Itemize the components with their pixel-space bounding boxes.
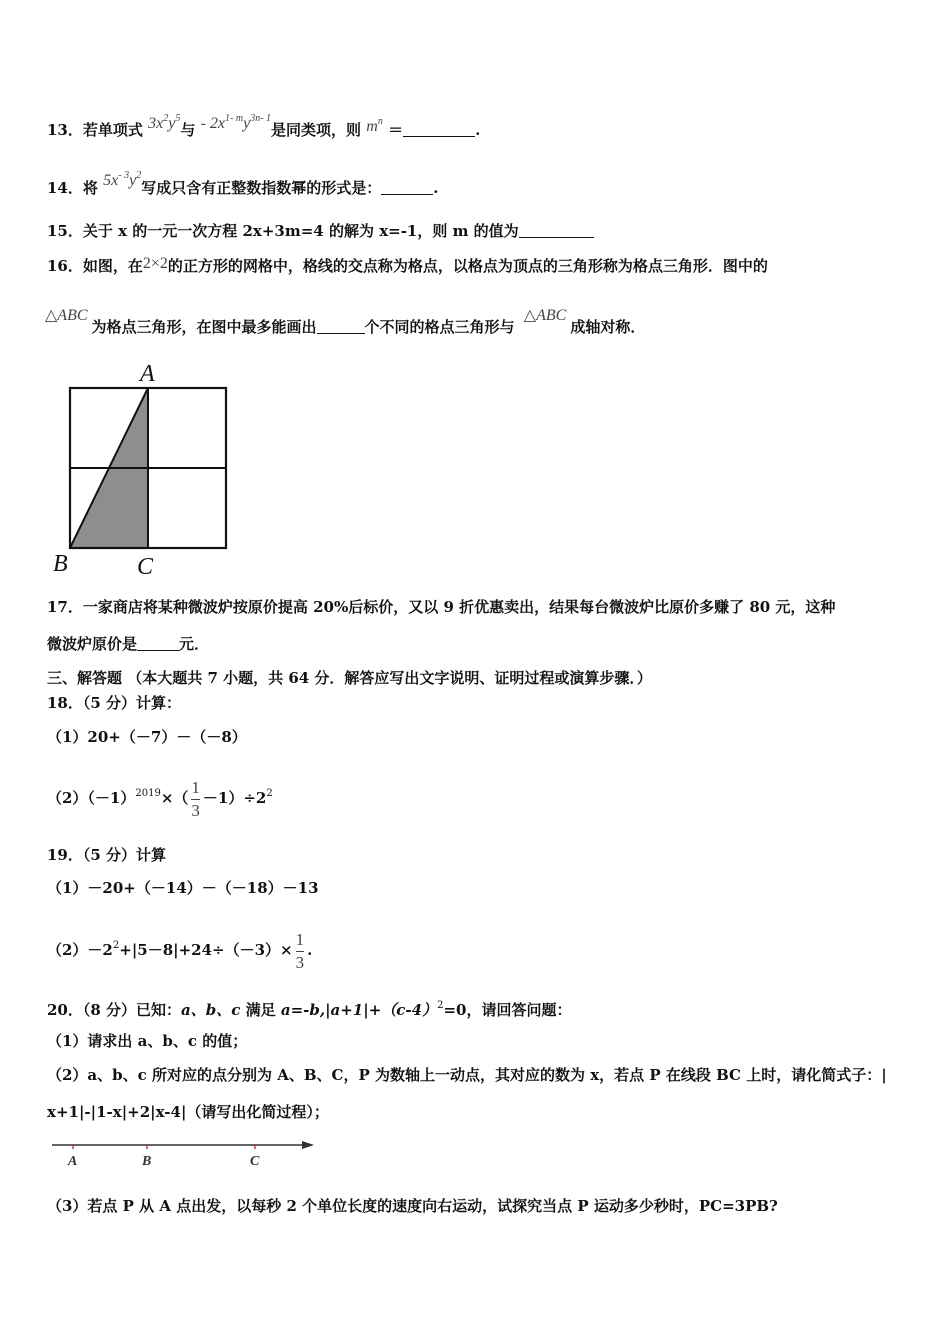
answer-blank[interactable] xyxy=(519,223,594,238)
question-17-line-2: 微波炉原价是 元． xyxy=(47,635,210,653)
answer-blank[interactable] xyxy=(317,319,365,334)
label-a: A xyxy=(140,361,155,387)
m-power-n: $m^n$ xyxy=(366,116,383,135)
axis-label-b: B xyxy=(142,1154,152,1169)
axis-label-a: A xyxy=(68,1154,78,1169)
label-b: B xyxy=(53,551,68,577)
question-17-line-1: 17．一家商店将某种微波炉按原价提高 20%后标价，又以 9 折优惠卖出，结果每台微波炉比原价多赚了 80 元，这种 xyxy=(47,598,836,616)
question-15: 15．关于 x 的一元一次方程 2x+3m=4 的解为 x=-1，则 m 的值为 xyxy=(47,221,594,241)
question-16-line-2: △ABC为格点三角形，在图中最多能画出 个不同的格点三角形与 △ABC成轴对称． xyxy=(45,307,646,336)
question-14: 14．将 $5x^{- 3}y^2$写成只含有正整数指数幂的形式是： . xyxy=(47,170,439,197)
axis-label-c: C xyxy=(250,1154,260,1169)
question-19-head: 19．（5 分）计算 xyxy=(47,846,167,864)
question-20-part-3: （3）若点 P 从 A 点出发，以每秒 2 个单位长度的速度向右运动，试探究当点 P 运动多少秒时，PC=3PB? xyxy=(47,1197,778,1215)
monomial-2: - $2x^{1- m}y^{3n- 1}$ xyxy=(200,113,272,132)
question-20-head: 20．（8 分）已知：a、b、c 满足 $a=-b,|a+1|+(c-4)^2=0$，请回答问题： xyxy=(47,1000,572,1019)
section-3-title: 三、解答题 （本大题共 7 小题，共 64 分．解答应写出文字说明、证明过程或演算步骤．） xyxy=(47,669,652,687)
fraction-one-third: $\frac{1}{3}$ xyxy=(191,777,200,820)
number-line xyxy=(50,1135,320,1171)
label-c: C xyxy=(137,554,154,580)
question-16-line-1: 16．如图，在2×2的正方形的网格中，格线的交点称为格点，以格点为顶点的三角形称为格点三角形．图中的 xyxy=(47,255,768,275)
question-20-part-2-line-2: x+1|-|1-x|+2|x-4|（请写出化简过程）； xyxy=(47,1103,329,1121)
question-18-part-1: （1）20+（－7）－（－8） xyxy=(47,728,247,746)
question-19-part-2: $(2)-2^2+|5-8|+24\div(-3)\times$ $\frac{1}{3}$ . xyxy=(47,929,313,972)
question-19-part-1: （1）－20+（－14）－（－18）－13 xyxy=(47,879,319,897)
fraction-one-third: $\frac{1}{3}$ xyxy=(295,929,305,972)
question-18-part-2: $(2)(-1)^{2019}\times$（ $\frac{1}{3}$ $-1)\div 2^2$ xyxy=(47,777,273,820)
axis-arrow-icon xyxy=(302,1141,314,1149)
expression: $5x^{- 3}y^2$ xyxy=(103,170,142,189)
monomial-1: $3x^2y^5$ xyxy=(148,113,181,132)
question-20-part-2-line-1: （2）a、b、c 所对应的点分别为 A、B、C，P 为数轴上一动点，其对应的数为 x，若点 P 在线段 BC 上时，请化简式子：| xyxy=(47,1066,887,1084)
question-20-part-1: （1）请求出 a、b、c 的值； xyxy=(47,1032,248,1050)
answer-blank[interactable] xyxy=(381,180,433,195)
question-13: 13．若单项式 $3x^2y^5$与 - $2x^{1- m}y^{3n- 1}$是同类项，则 $m^n$ ＝ . xyxy=(47,113,481,139)
question-18-head: 18．（5 分）计算： xyxy=(47,694,182,712)
answer-blank[interactable] xyxy=(403,122,475,137)
grid-figure xyxy=(50,358,250,580)
answer-blank[interactable] xyxy=(137,636,179,651)
